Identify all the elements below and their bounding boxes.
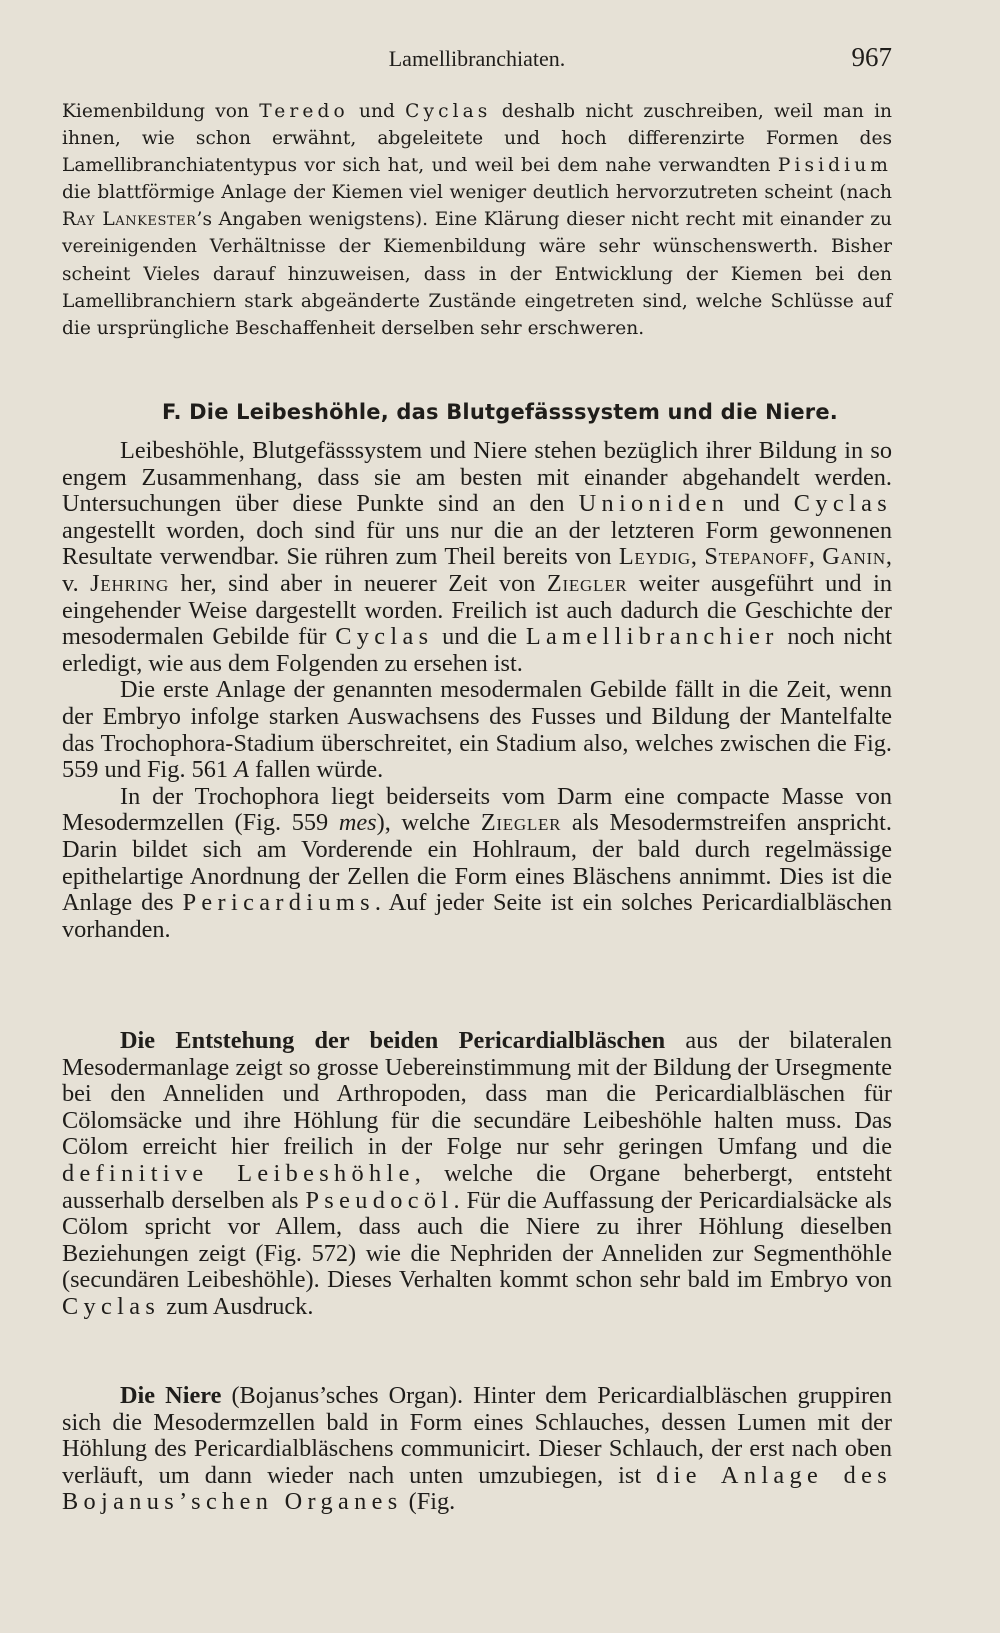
spaced-term: die Anlage des Bojanus’schen Organes (62, 1461, 893, 1516)
spaced-term: Pericardiums (182, 889, 375, 917)
spaced-term: definitive Leibeshöhle (62, 1159, 415, 1187)
section-heading: F. Die Leibeshöhle, das Blutgefässsystem und die Niere. (162, 400, 838, 424)
paragraph-trochophora: In der Trochophora liegt beiderseits vom Darm eine compacte Masse von Mesodermzellen (Fig. 559 mes), welche Ziegler als Mesodermstreifen anspricht. Darin bildet sich am Vorderende ein Hohlraum, der bald durch regelmässige epithelartige Anordnung der Zellen die Form eines Bläschens annimmt. Dies ist die Anlage des Pericardiums. Auf jeder Seite ist ein solches Pericardialbläschen vorhanden. (62, 782, 892, 943)
author-name: Leydig (618, 543, 691, 571)
paragraph-leibeshoehle: Leibeshöhle, Blutgefässsystem und Niere stehen bezüglich ihrer Bildung in so engem Zusammenhang, dass sie am besten mit einander abgehandelt werden. Untersuchungen über diese Punkte sind an den Unioniden und Cyclas angestellt worden, doch sind für uns nur die an der letzteren Form gewonnenen Resultate verwendbar. Sie rühren zum Theil bereits von Leydig, Stepanoff, Ganin, v. Jehring her, sind aber in neuerer Zeit von Ziegler weiter ausgeführt und in eingehender Weise dargestellt worden. Freilich ist auch dadurch die Geschichte der mesodermalen Gebilde für Cyclas und die Lamellibranchier noch nicht erledigt, wie aus dem Folgenden zu ersehen ist. (62, 437, 893, 677)
spaced-term: Cyclas (793, 490, 893, 518)
paragraph-erste-anlage: Die erste Anlage der genannten mesodermalen Gebilde fällt in die Zeit, wenn der Embryo infolge starken Auswachsens des Fusses und Bildung der Mantelfalte das Trochophora-Stadium überschreitet, ein Stadium also, welches zwischen die Fig. 559 und Fig. 561 A fallen würde. (62, 676, 892, 784)
spaced-term: Teredo (259, 101, 349, 122)
spaced-term: Cyclas (62, 1292, 161, 1320)
spaced-term: Unioniden (578, 490, 730, 518)
author-name: Ganin (822, 543, 886, 571)
author-name: Ray Lankester (62, 209, 197, 231)
spaced-term: Pisidium (777, 155, 892, 177)
spaced-term: Lamellibranchier (525, 623, 779, 651)
paragraph-kiemenbildung: Kiemenbildung von Teredo und Cyclas deshalb nicht zuschreiben, weil man in ihnen, wie schon erwähnt, abgeleitete und hoch differenzirte Formen des Lamellibranchiatentypus vor sich hat, und weil bei dem nahe verwandten Pisidium die blattförmige Anlage der Kiemen viel weniger deutlich hervorzutreten scheint (nach Ray Lankester’s Angaben wenigstens). Eine Klärung dieser nicht recht mit einander zu vereinigenden Verhältnisse der Kiemenbildung wäre sehr wünschenswerth. Bisher scheint Vieles darauf hinzuweisen, dass in der Entwicklung der Kiemen bei den Lamellibranchiern stark abgeänderte Zustände eingetreten sind, welche Schlüsse auf die ursprüngliche Beschaffenheit derselben sehr erschweren. (62, 101, 892, 339)
spaced-term: Cyclas (335, 623, 434, 651)
figure-label: mes (338, 809, 377, 837)
running-title: Lamellibranchiaten. (388, 46, 566, 71)
author-name: Jehring (90, 569, 169, 597)
figure-letter: A (234, 756, 249, 784)
lead-phrase: Die Entstehung der beiden Pericardialbläschen (120, 1027, 666, 1054)
intro-paragraph-block (62, 98, 892, 342)
paragraph-niere: Die Niere (Bojanus’sches Organ). Hinter dem Pericardialbläschen gruppiren sich die Mesodermzellen bald in Form eines Schlauches, dessen Lumen mit der Höhlung des Pericardialbläschens communicirt. Dieser Schlauch, der erst nach oben verläuft, um dann wieder nach unten umzubiegen, ist die Anlage des Bojanus’schen Organes (Fig. (62, 1382, 893, 1516)
author-name: Ziegler (546, 569, 628, 597)
spaced-term: Cyclas (405, 101, 492, 122)
author-name: Ziegler (480, 809, 562, 837)
page-header (62, 42, 892, 82)
section-body-niere (62, 1383, 892, 1516)
page-number: 967 (851, 42, 892, 72)
paragraph-entstehung: Die Entstehung der beiden Pericardialbläschen aus der bilateralen Mesodermanlage zeigt so grosse Uebereinstimmung mit der Bildung der Ursegmente bei den Anneliden und Arthropoden, dass man die Pericardialbläschen für Cölomsäcke und ihre Höhlung für die secundäre Leibeshöhle halten muss. Das Cölom erreicht hier freilich in der Folge nur sehr geringen Umfang und die definitive Leibeshöhle, welche die Organe beherbergt, entsteht ausserhalb derselben als Pseudocöl. Für die Auffassung der Pericardialsäcke als Cölom spricht vor Allem, dass auch die Niere zu ihrer Höhlung dieselben Beziehungen zeigt (Fig. 572) wie die Nephriden der Anneliden zur Segmenthöhle (secundären Leibeshöhle). Dieses Verhalten kommt schon sehr bald im Embryo von Cyclas zum Ausdruck. (62, 1027, 892, 1320)
section-body (62, 438, 892, 943)
spaced-term: Pseudocöl (305, 1186, 454, 1214)
lead-phrase: Die Niere (120, 1382, 222, 1409)
author-name: Stepanoff (704, 543, 809, 571)
section-body-entstehung (62, 1028, 892, 1321)
